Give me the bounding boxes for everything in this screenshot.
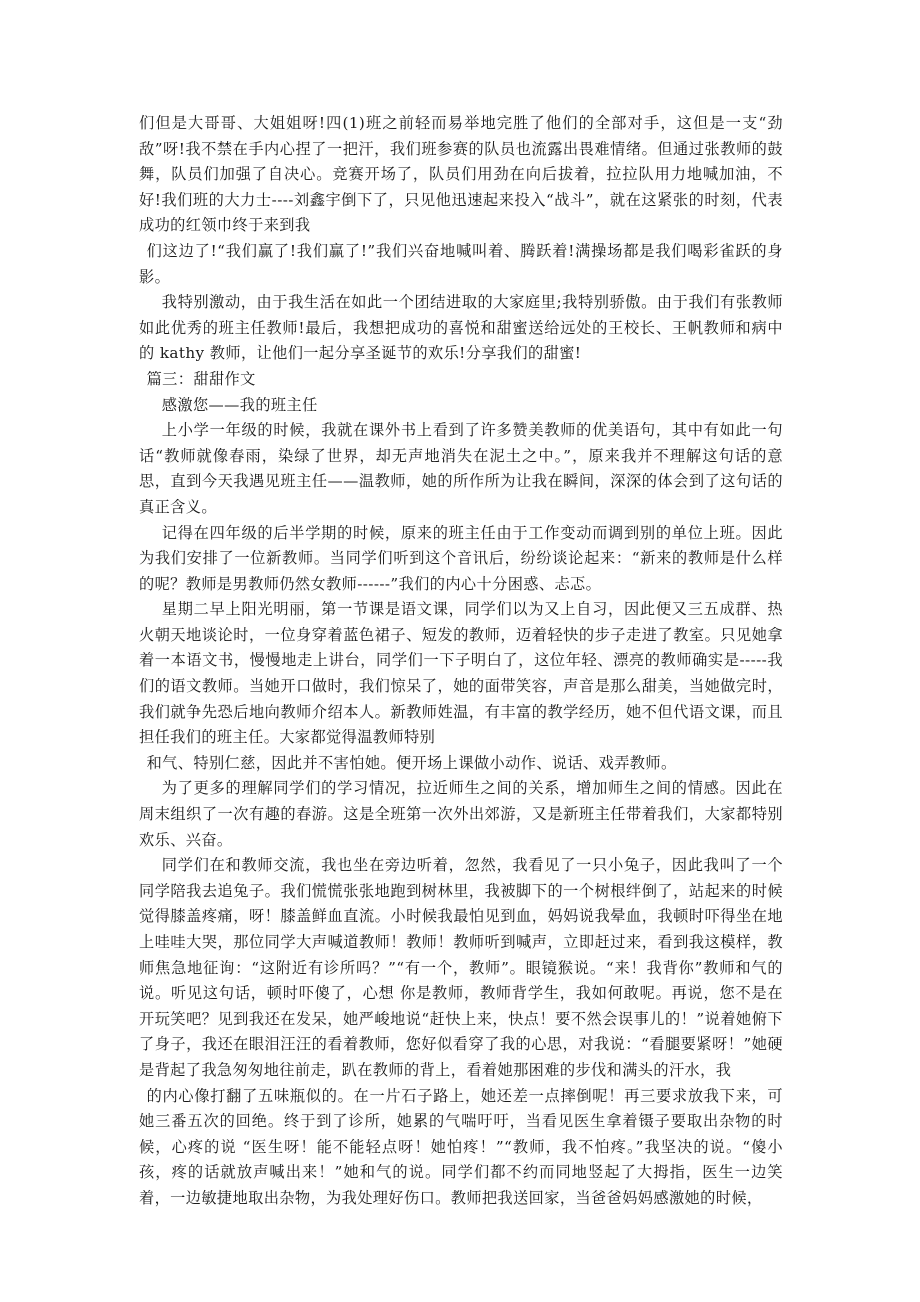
paragraph: 同学们在和教师交流，我也坐在旁边听着，忽然，我看见了一只小兔子，因此我叫了一个同学陪我去追兔子。我们慌慌张张地跑到树林里，我被脚下的一个树根绊倒了，站起来的时候觉得膝盖疼痛，呀！膝盖鲜血直流。小时候我最怕见到血，妈妈说我晕血，我顿时吓得坐在地上哇哇大哭，那位同学大声喊道教师！教师！教师听到喊声，立即赶过来，看到我这模样，教师焦急地征询：“这附近有诊所吗？”“有一个，教师”。眼镜猴说。“来！我背你”教师和气的说。听见这句话，顿时吓傻了，心想 你是教师，教师背学生，我如何敢呢。再说，您不是在开玩笑吧？见到我还在发呆，她严峻地说“赶快上来，快点！要不然会误事儿的！”说着她俯下了身子，我还在眼泪汪汪的看着教师，您好似看穿了我的心思，对我说：“看腿要紧呀！”她硬是背起了我急匆匆地往前走，趴在教师的背上，看着她那困难的步伐和满头的汗水，我 <box>139 856 783 1079</box>
paragraph: 星期二早上阳光明丽，第一节课是语文课，同学们以为又上自习，因此便又三五成群、热火朝天地谈论时，一位身穿着蓝色裙子、短发的教师，迈着轻快的步子走进了教室。只见她拿着一本语文书，慢慢地走上讲台，同学们一下子明白了，这位年轻、漂亮的教师确实是-----我们的语文教师。当她开口做时，我们惊呆了，她的面带笑容，声音是那么甜美，当她做完时，我们就争先恐后地向教师介绍本人。新教师姓温，有丰富的教学经历，她不但代语文课，而且担任我们的班主任。大家都觉得温教师特别 <box>139 600 783 747</box>
section-heading: 篇三：甜甜作文 <box>146 369 256 388</box>
paragraph: 上小学一年级的时候，我就在课外书上看到了许多赞美教师的优美语句，其中有如此一句话“教师就像春雨，染绿了世界，却无声地消失在泥土之中。”，原来我并不理解这句话的意思，直到今天我遇见班主任——温教师，她的所作所为让我在瞬间，深深的体会到了这句话的真正含义。 <box>139 421 783 516</box>
paragraph: 们这边了!“我们赢了!我们赢了!”我们兴奋地喊叫着、腾跃着!满操场都是我们喝彩雀跃的身影。 <box>139 241 783 286</box>
paragraph: 记得在四年级的后半学期的时候，原来的班主任由于工作变动而调到别的单位上班。因此为我们安排了一位新教师。当同学们听到这个音讯后，纷纷谈论起来：“新来的教师是什么样的呢？教师是男教师仍然女教师------”我们的内心十分困惑、忐忑。 <box>139 523 783 593</box>
paragraph: 们但是大哥哥、大姐姐呀!四(1)班之前轻而易举地完胜了他们的全部对手，这但是一支“劲敌”呀!我不禁在手内心捏了一把汗，我们班参赛的队员也流露出畏难情绪。但通过张教师的鼓舞，队员们加强了自决心。竞赛开场了，队员们用劲在向后拔着，拉拉队用力地喊加油，不好!我们班的大力士----刘鑫宇倒下了，只见他迅速起来投入“战斗”，就在这紧张的时刻，代表成功的红领巾终于来到我 <box>139 114 783 235</box>
paragraph: 和气、特别仁慈，因此并不害怕她。便开场上课做小动作、说话、戏弄教师。 <box>146 753 677 772</box>
essay-title: 感激您——我的班主任 <box>161 395 318 414</box>
paragraph: 我特别激动，由于我生活在如此一个团结进取的大家庭里;我特别骄傲。由于我们有张教师如此优秀的班主任教师!最后，我想把成功的喜悦和甜蜜送给远处的王校长、王帆教师和病中的 kathy 教师，让他们一起分享圣诞节的欢乐!分享我们的甜蜜! <box>139 293 783 363</box>
document-body <box>139 111 783 1212</box>
paragraph: 的内心像打翻了五味瓶似的。在一片石子路上，她还差一点摔倒呢！再三要求放我下来，可她三番五次的回绝。终于到了诊所，她累的气喘吁吁，当看见医生拿着镊子要取出杂物的时候，心疼的说 “医生呀！能不能轻点呀！她怕疼！”“教师，我不怕疼。”我坚决的说。“傻小孩，疼的话就放声喊出来！”她和气的说。同学们都不约而同地竖起了大拇指，医生一边笑着，一边敏捷地取出杂物，为我处理好伤口。教师把我送回家，当爸爸妈妈感激她的时候， <box>139 1086 783 1207</box>
paragraph: 为了更多的理解同学们的学习情况，拉近师生之间的关系，增加师生之间的情感。因此在周末组织了一次有趣的春游。这是全班第一次外出郊游，又是新班主任带着我们，大家都特别欢乐、兴奋。 <box>139 779 783 849</box>
